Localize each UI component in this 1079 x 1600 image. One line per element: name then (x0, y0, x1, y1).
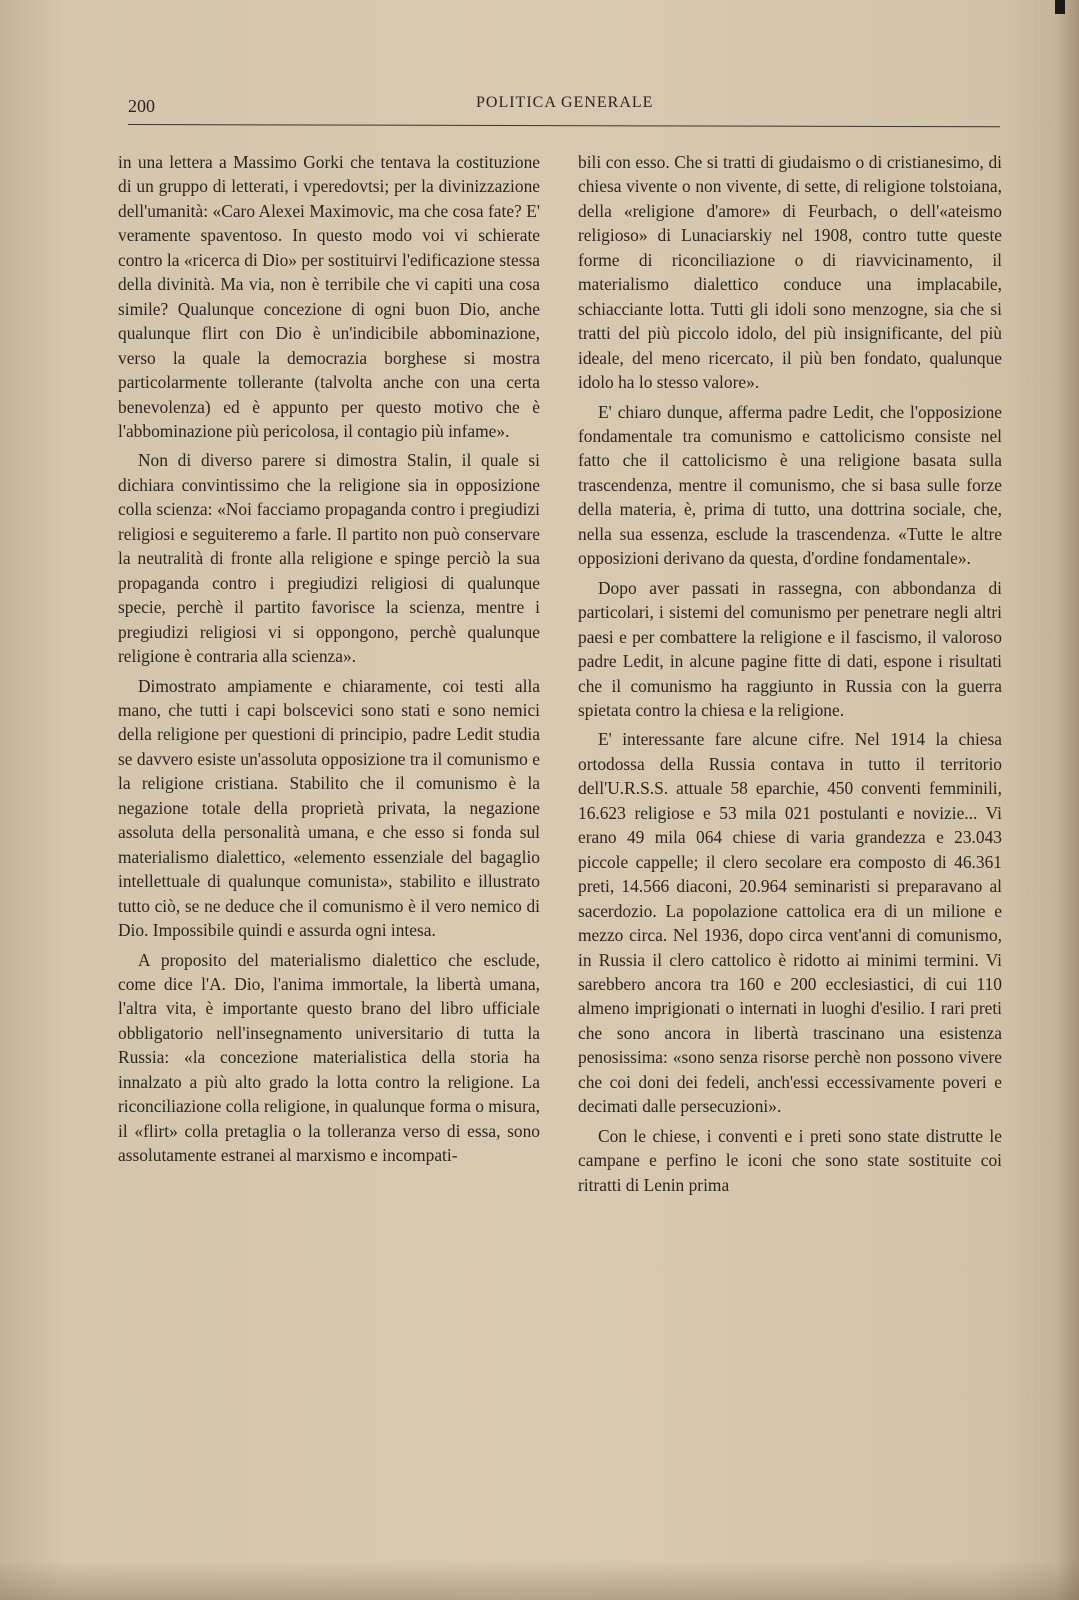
paragraph: A proposito del materialismo dialettico che esclude, come dice l'A. Dio, l'anima immortale, la libertà umana, l'altra vita, è importante questo brano del libro ufficiale obbligatorio nell'insegnamento universitario di tutta la Russia: «la concezione materialistica della storia ha innalzato a più alto grado la lotta contro la religione. La riconciliazione colla religione, in qualunque forma o misura, il «flirt» colla pretaglia o la tolleranza verso di essa, sono assolutamente estranei al marxismo e incompati- (118, 949, 540, 1166)
paragraph: bili con esso. Che si tratti di giudaismo o di cristianesimo, di chiesa vivente o non vivente, di sette, di religione tolstoiana, della «religione d'amore» di Feurbach, o dell'«ateismo religioso» di Lunaciarskiy nel 1908, contro tutte queste forme di riconciliazione o di riavvicinamento, il materialismo dialettico conduce una implacabile, schiacciante lotta. Tutti gli idoli sono menzogne, sia che si tratti del più piccolo idolo, del più insignificante, del più ideale, del meno ricercato, il più ben fondato, qualunque idolo ha lo stesso valore». (578, 152, 1002, 393)
page-number: 200 (128, 96, 155, 116)
section-title: POLITICA GENERALE (476, 94, 654, 111)
left-column (118, 150, 540, 1173)
paragraph: Con le chiese, i conventi e i preti sono state distrutte le campane e perfino le iconi che sono state sostituite coi ritratti di Lenin prima (578, 1125, 1002, 1195)
paragraph: Dimostrato ampiamente e chiaramente, coi testi alla mano, che tutti i capi bolscevici sono stati e sono nemici della religione per questioni di principio, padre Ledit studia se davvero esiste un'assoluta opposizione tra il comunismo e la religione cristiana. Stabilito che il comunismo è la negazione totale della proprietà privata, la negazione assoluta della personalità umana, e che esso si fonda sul materialismo dialettico, «elemento essenziale del bagaglio intellettuale di qualunque comunista», stabilito e illustrato tutto ciò, se ne deduce che il comunismo è il vero nemico di Dio. Impossibile quindi e assurda ogni intesa. (118, 675, 540, 941)
running-head (128, 92, 998, 124)
paragraph: E' interessante fare alcune cifre. Nel 1914 la chiesa ortodossa della Russia contava in tutto il territorio dell'U.R.S.S. attuale 58 eparchie, 450 conventi femminili, 16.623 religiose e 53 mila 021 postulanti e novizie... Vi erano 49 mila 064 chiese di varia grandezza e 23.043 piccole cappelle; il clero secolare era composto di 46.361 preti, 14.566 diaconi, 20.964 seminaristi si preparavano al sacerdozio. La popolazione cattolica era di un milione e mezzo circa. Nel 1936, dopo circa vent'anni di comunismo, in Russia il clero cattolico è ridotto ai minimi termini. Vi sarebbero ancora tra 160 e 200 ecclesiastici, di cui 110 almeno imprigionati o internati in luoghi d'esilio. I rari preti che sono ancora in libertà trascinano una esistenza penosissima: «sono senza risorse perchè non possono vivere che coi doni dei fedeli, anch'essi eccessivamente poveri e decimati dalle persecuzioni». (578, 729, 1002, 1117)
paragraph: Non di diverso parere si dimostra Stalin, il quale si dichiara convintissimo che la religione sia in opposizione colla scienza: «Noi facciamo propaganda contro i pregiudizi religiosi e seguiteremo a farle. Il partito non può conservare la neutralità di fronte alla religione e spinge perciò la sua propaganda contro i pregiudizi religiosi di qualunque specie, perchè il partito favorisce la scienza, mentre i pregiudizi religiosi vi si oppongono, perchè qualunque religione è contraria alla scienza». (118, 450, 540, 667)
header-rule (128, 124, 1000, 127)
paragraph: in una lettera a Massimo Gorki che tentava la costituzione di un gruppo di letterati, i vperedovtsi; per la divinizzazione dell'umanità: «Caro Alexei Maximovic, ma che cosa fate? E' veramente spaventoso. In questo modo voi vi schierate contro la «ricerca di Dio» per sostituirvi l'edificazione stessa della divinità. Ma via, non è terribile che vi capiti una cosa simile? Qualunque concezione di ogni buon Dio, anche qualunque flirt con Dio è un'indicibile abbominazione, verso la quale la democrazia borghese si mostra particolarmente tollerante (talvolta anche con una certa benevolenza) ed è appunto per questo motivo che è l'abbominazione più pericolosa, il contagio più infame». (118, 152, 540, 441)
bottom-edge-shadow (0, 1560, 1079, 1600)
paragraph: E' chiaro dunque, afferma padre Ledit, che l'opposizione fondamentale tra comunismo e cattolicismo consiste nel fatto che il cattolicismo è una religione basata sulla trascendenza, mentre il comunismo, che si basa sulle forze della materia, è, prima di tutto, una dottrina sociale, che, nella sua essenza, esclude la trascendenza. «Tutte le altre opposizioni derivano da questa, d'ordine fondamentale». (578, 401, 1002, 569)
paragraph: Dopo aver passati in rassegna, con abbondanza di particolari, i sistemi del comunismo per penetrare negli altri paesi e per combattere la religione e il fascismo, il valoroso padre Ledit, in alcune pagine fitte di dati, espone i risultati che il comunismo ha raggiunto in Russia con la guerra spietata contro la chiesa e la religione. (578, 577, 1002, 720)
spine-shadow (1057, 0, 1079, 1600)
right-column (578, 150, 1002, 1202)
corner-mark (1055, 0, 1065, 14)
